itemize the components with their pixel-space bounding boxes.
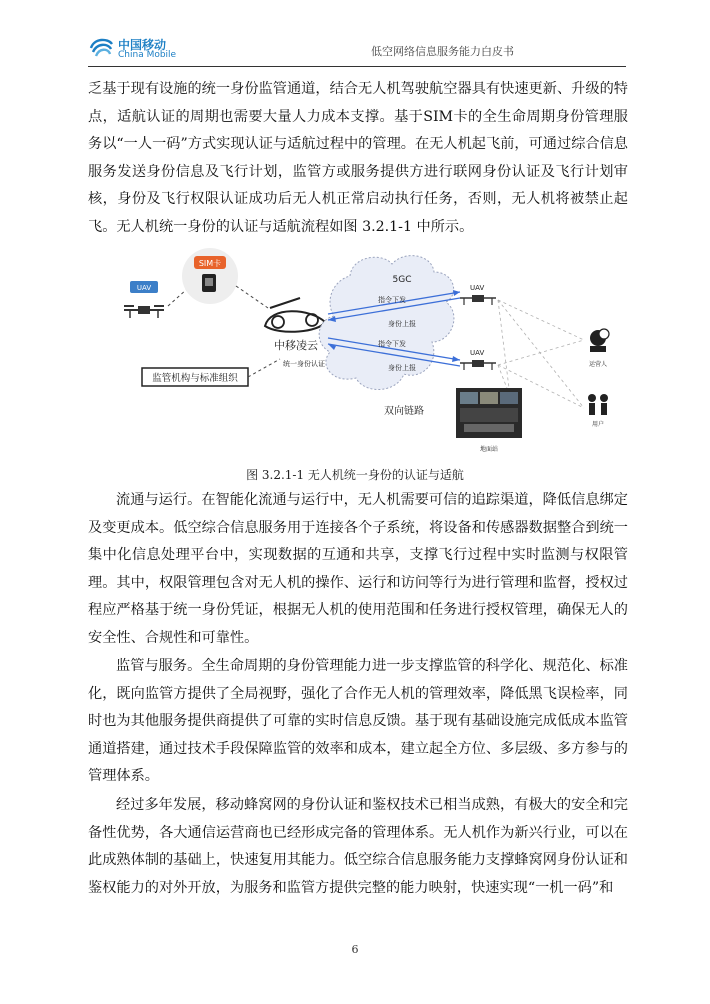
figure-caption: 图 3.2.1-1 无人机统一身份的认证与适航 bbox=[246, 468, 464, 482]
uav-label-right-top: UAV bbox=[470, 284, 485, 292]
cloud-label: 5GC bbox=[392, 275, 412, 285]
china-mobile-logo bbox=[88, 34, 208, 64]
ground-station-label: 地面站 bbox=[479, 446, 499, 453]
figure-diagram bbox=[120, 246, 630, 456]
two-way-link-label: 双向链路 bbox=[384, 406, 424, 417]
paragraph-1-text: 乏基于现有设施的统一身份监管通道，结合无人机驾驶航空器具有快速更新、升级的特点，适航认证的周期也需要大量人力成本支撑。基于SIM卡的全生命周期身份管理服务以“一人一码”方式实现认证与适航过程中的管理。在无人机起飞前，可通过综合信息服务发送身份信息及飞行计划，监管方或服务提供方进行联网身份认证及飞行计划审核，身份及飞行权限认证成功后无人机正常启动执行任务，否则，无人机将被禁止起飞。无人机统一身份的认证与适航流程如图 3.2.1-1 中所示。 bbox=[88, 81, 628, 235]
paragraph-3-text: 监管与服务。全生命周期的身份管理能力进一步支撑监管的科学化、规范化、标准化，既向监管方提供了全局视野，强化了合作无人机的管理效率，降低黑飞误检率，同时也为其他服务提供商提供了可靠的实时信息反馈。基于现有基础设施完成低成本监管通道搭建，通过技术手段保障监管的效率和成本，建立起全方位、多层级、多方参与的管理体系。 bbox=[88, 658, 628, 784]
document-title: 低空网络信息服务能力白皮书 bbox=[371, 45, 514, 58]
paragraph-2 bbox=[88, 487, 628, 652]
dashed-link-regulator bbox=[248, 359, 280, 377]
paragraph-4 bbox=[88, 792, 628, 902]
uav-label-right-bottom: UAV bbox=[470, 349, 485, 357]
logo-english-text: China Mobile bbox=[118, 50, 177, 60]
uav-badge-label: UAV bbox=[136, 284, 152, 292]
dashed-link-sim-brand bbox=[236, 286, 268, 308]
operator-label: 运营人 bbox=[588, 361, 608, 368]
paragraph-2-text: 流通与运行。在智能化流通与运行中，无人机需要可信的追踪渠道，降低信息绑定及变更成本。低空综合信息服务用于连接各个子系统，将设备和传感器数据整合到统一集中化信息处理平台中，实现数据的互通和共享，支撑飞行过程中实时监测与权限管理。其中，权限管理包含对无人机的操作、运行和访问等行为进行管理和监督，授权过程应严格基于统一身份凭证，根据无人机的使用范围和任务进行授权管理，确保无人的安全性、合规性和可靠性。 bbox=[88, 492, 628, 646]
cmd-arrow-bottom-head bbox=[452, 356, 460, 362]
ground-station-icon bbox=[456, 388, 522, 438]
drone-icon-left bbox=[124, 306, 164, 318]
china-mobile-logo-icon bbox=[88, 34, 116, 62]
figure-uav-identity-auth bbox=[120, 246, 630, 456]
page-number: 6 bbox=[351, 943, 359, 956]
sim-label: SIM卡 bbox=[198, 259, 222, 268]
cmd-label-bottom: 指令下发 bbox=[378, 340, 406, 348]
dashed-link-uav-sim bbox=[168, 290, 186, 306]
paragraph-1 bbox=[88, 76, 628, 241]
sim-chip bbox=[205, 278, 213, 286]
id-label-bottom: 身份上报 bbox=[388, 364, 416, 372]
logo-chinese-text: 中国移动 bbox=[118, 38, 167, 52]
regulator-label: 监管机构与标准组织 bbox=[152, 373, 238, 384]
paragraph-4-text: 经过多年发展，移动蜂窝网的身份认证和鉴权技术已相当成熟，有极大的安全和完备性优势，各大通信运营商也已经形成完备的管理体系。无人机作为新兴行业，可以在此成熟体制的基础上，快速复用其能力。低空综合信息服务能力支撑蜂窝网身份认证和鉴权能力的对外开放，为服务和监管方提供完整的能力映射，快速实现“一机一码”和 bbox=[88, 797, 628, 896]
unified-id-label: 统一身份认证 bbox=[283, 360, 325, 368]
drone-icon-right-bottom bbox=[460, 360, 496, 370]
page-header bbox=[88, 32, 626, 67]
cmd-label-top: 指令下发 bbox=[378, 296, 406, 304]
id-label-top: 身份上报 bbox=[388, 320, 416, 328]
brand-logo-icon bbox=[265, 298, 325, 332]
user-label: 用户 bbox=[591, 421, 605, 428]
user-icon bbox=[588, 394, 608, 415]
operator-icon bbox=[590, 329, 609, 352]
cmd-arrow-top-head bbox=[453, 290, 460, 296]
paragraph-3 bbox=[88, 653, 628, 791]
network-cloud bbox=[319, 256, 454, 390]
brand-name: 中移凌云 bbox=[274, 339, 318, 352]
drone-icon-right-top bbox=[460, 295, 496, 305]
